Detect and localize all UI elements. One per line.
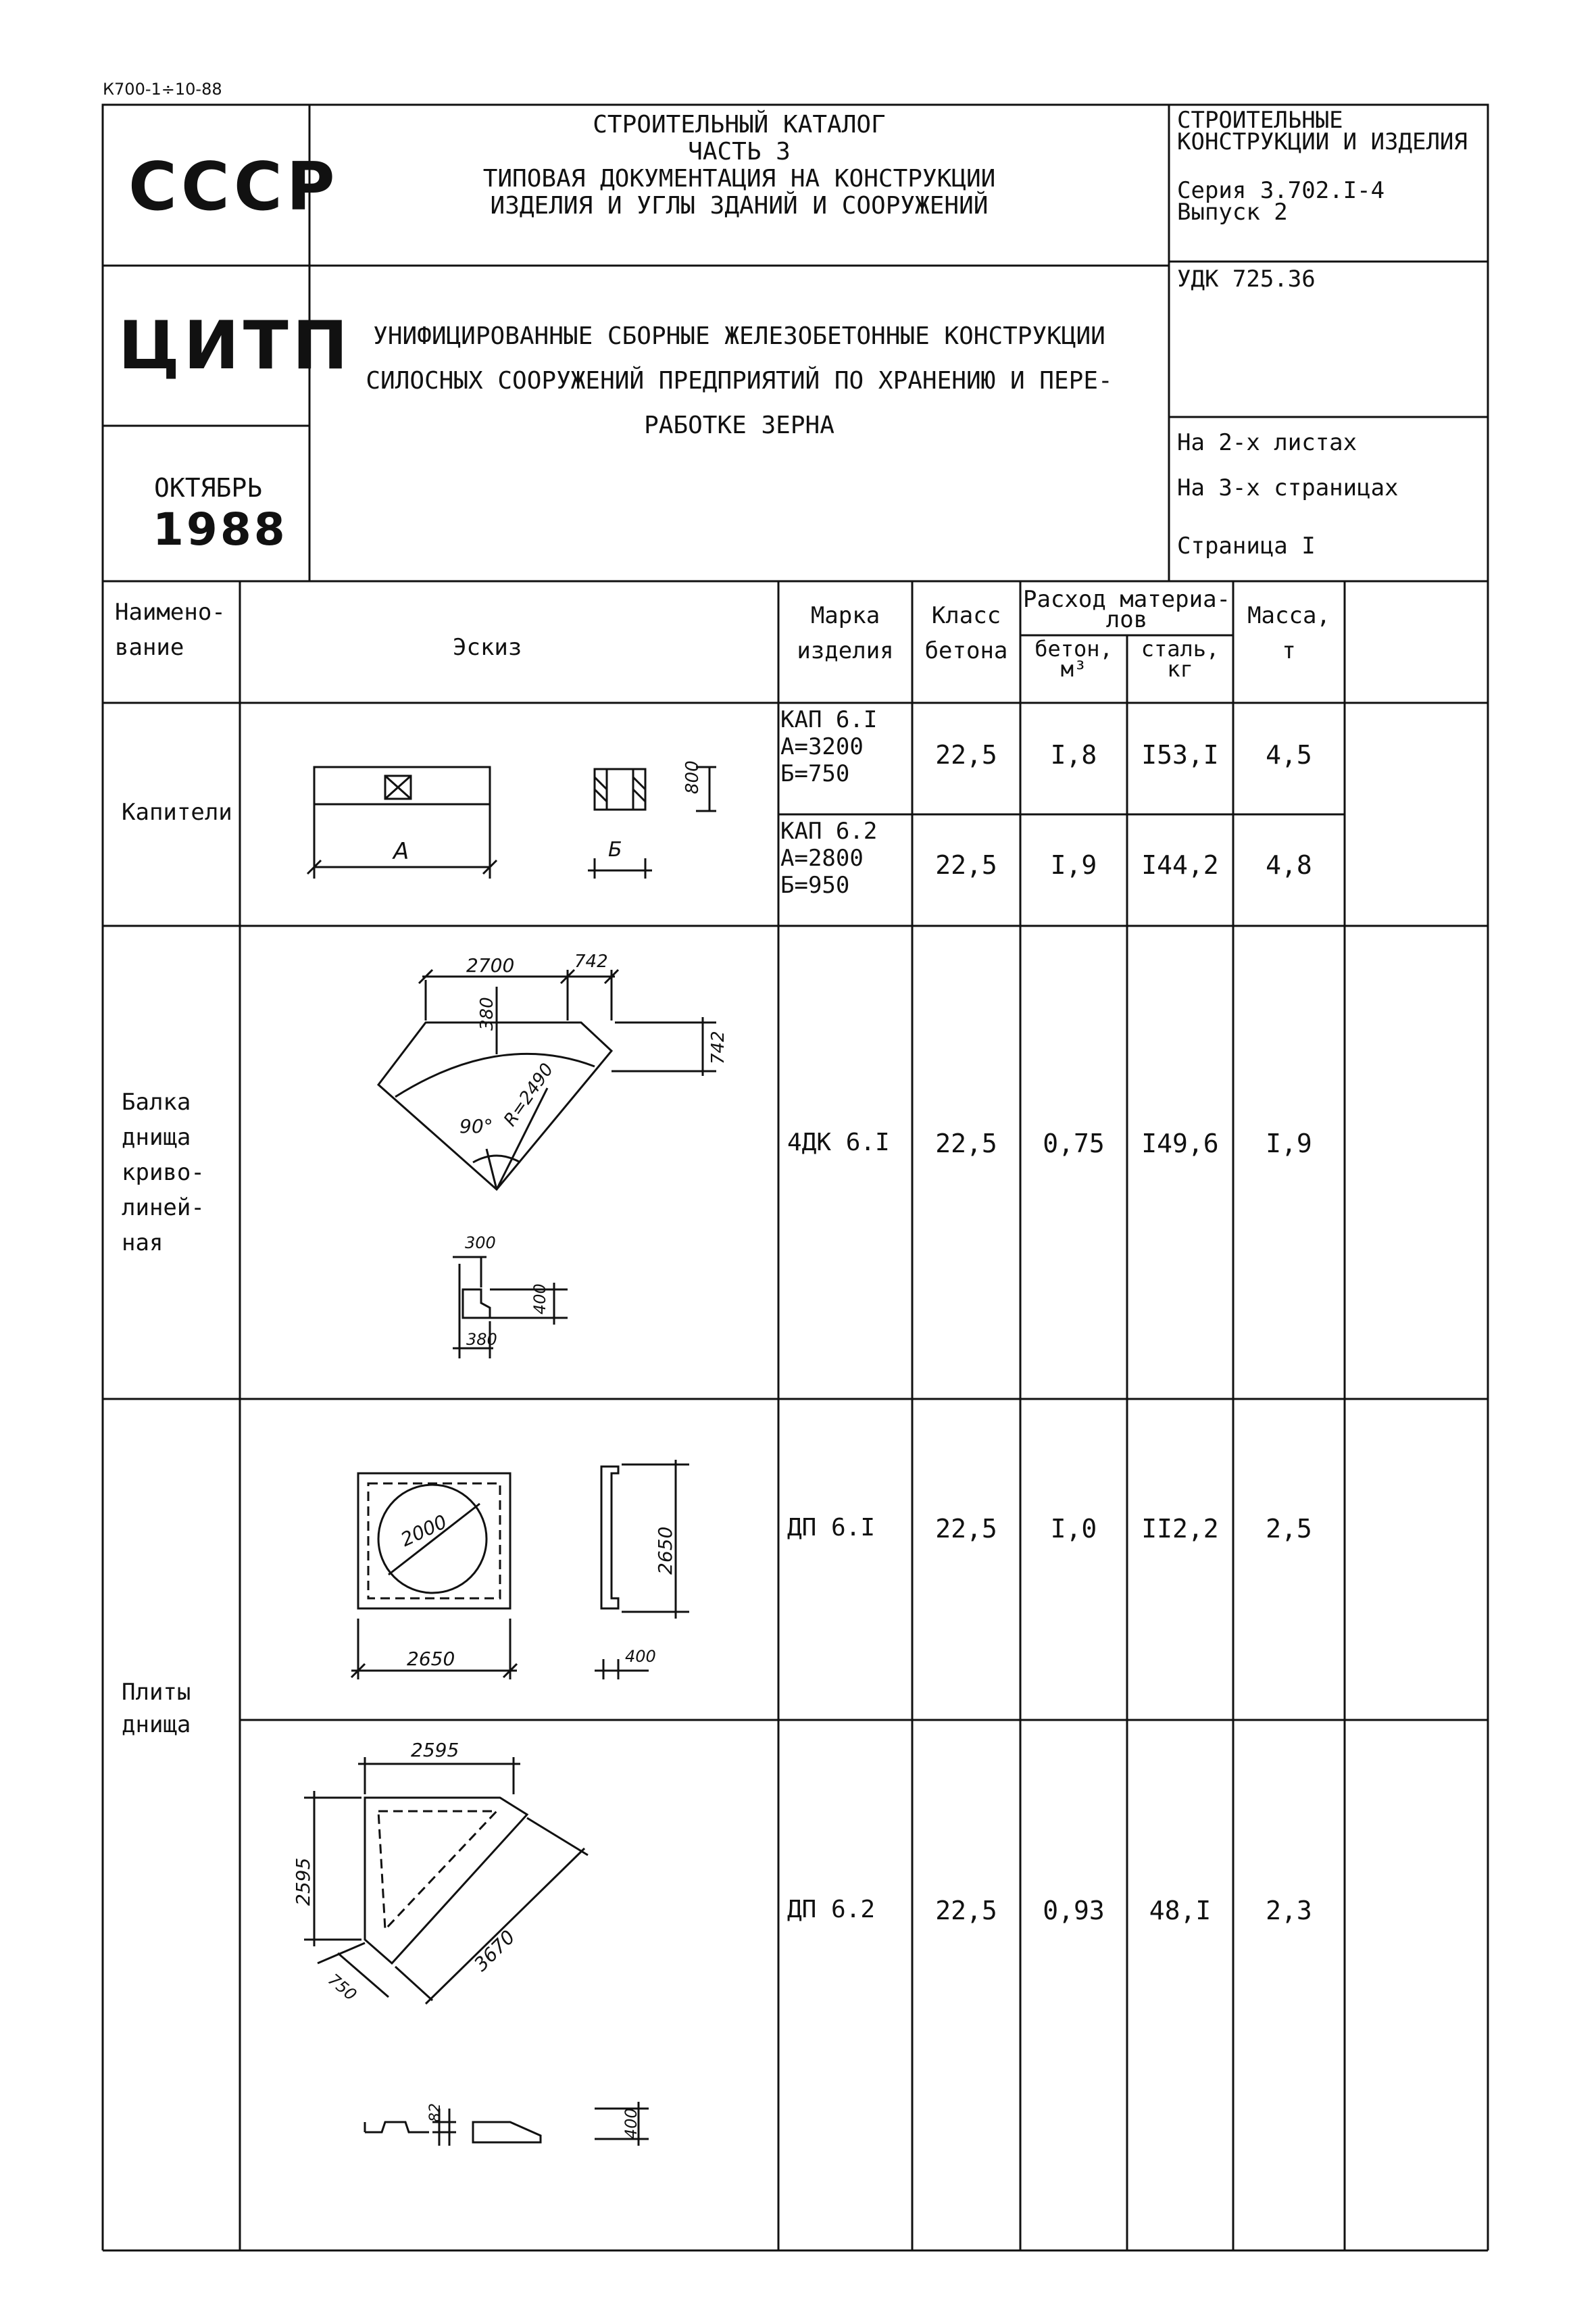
col-header-mark	[778, 598, 912, 668]
col-header-line: кг	[1167, 656, 1193, 682]
mark-line: А=2800	[780, 845, 864, 872]
group-line: линей-	[122, 1194, 205, 1221]
col-header-line: Масса,	[1247, 602, 1330, 629]
country-label: СССР	[128, 149, 339, 226]
dim-label: 82	[427, 2103, 444, 2122]
issue-label: Выпуск 2	[1177, 199, 1288, 226]
col-header-mass	[1233, 598, 1345, 668]
dim-label: 2000	[397, 1510, 451, 1551]
dim-label: R=2490	[500, 1060, 558, 1131]
dim-label: 750	[324, 1970, 361, 2004]
title-line: СИЛОСНЫХ СООРУЖЕНИЙ ПРЕДПРИЯТИЙ ПО ХРАНЕНИЮ И ПЕРЕ-	[366, 367, 1113, 395]
catalog-info	[309, 112, 1169, 220]
catalog-line: ИЗДЕЛИЯ И УГЛЫ ЗДАНИЙ И СООРУЖЕНИЙ	[490, 192, 989, 220]
col-header-line: бетон,	[1034, 636, 1113, 662]
dim-label: 742	[708, 1031, 728, 1064]
col-header-material	[1020, 586, 1233, 633]
group-line: Балка	[122, 1089, 191, 1116]
catalog-line: ЧАСТЬ 3	[688, 138, 791, 166]
capital-section-sketch	[595, 769, 645, 810]
dim-label: 400	[530, 1283, 549, 1314]
cell-concrete: I,0	[1050, 1514, 1097, 1544]
col-header-line: вание	[115, 634, 184, 661]
table-row-mark	[780, 818, 877, 899]
mark-line: Б=750	[780, 760, 850, 787]
dim-label: Б	[608, 838, 622, 862]
group-plates	[122, 1676, 191, 1741]
cell-class: 22,5	[935, 850, 997, 880]
dim-label: 400	[625, 1647, 656, 1666]
group-line: криво-	[122, 1159, 205, 1186]
col-header-sketch: Эскиз	[453, 634, 522, 661]
cell-concrete: I,9	[1050, 850, 1097, 880]
col-header-line: Расход материа-	[1022, 586, 1231, 613]
org-label: ЦИТП	[118, 307, 352, 385]
series-label: Серия 3.702.I-4	[1177, 177, 1385, 204]
group-beam	[122, 1085, 205, 1260]
table-row-mark	[780, 706, 877, 787]
mark-line: А=3200	[780, 733, 864, 760]
cell-class: 22,5	[935, 1514, 997, 1544]
cell-mass: I,9	[1266, 1129, 1312, 1158]
cell-mass: 4,5	[1266, 740, 1312, 770]
col-header-line: Марка	[810, 602, 880, 629]
document-title	[309, 314, 1169, 448]
group-line: днища	[122, 1124, 191, 1151]
title-line: УНИФИЦИРОВАННЫЕ СБОРНЫЕ ЖЕЛЕЗОБЕТОННЫЕ КОНСТРУКЦИИ	[373, 322, 1105, 350]
cell-mass: 4,8	[1266, 850, 1312, 880]
group-capitals: Капители	[122, 799, 232, 826]
section-line: КОНСТРУКЦИИ И ИЗДЕЛИЯ	[1177, 128, 1468, 155]
cell-mark: 4ДК 6.I	[787, 1129, 890, 1156]
dim-label: 380	[466, 1330, 497, 1349]
col-header-line: сталь,	[1141, 636, 1220, 662]
dim-label: 300	[465, 1233, 496, 1252]
year-label: 1988	[153, 503, 288, 556]
col-header-line: т	[1282, 637, 1296, 664]
cell-mass: 2,3	[1266, 1896, 1312, 1925]
cell-mass: 2,5	[1266, 1514, 1312, 1544]
cell-steel: II2,2	[1141, 1514, 1219, 1544]
title-line: РАБОТКЕ ЗЕРНА	[644, 412, 834, 439]
dim-label: 800	[682, 760, 703, 794]
col-header-line: Класс	[931, 602, 1001, 629]
dim-label: 2700	[466, 954, 515, 977]
dim-label: 380	[477, 997, 497, 1031]
group-line: Плиты	[122, 1679, 191, 1706]
mark-line: КАП 6.2	[780, 818, 878, 845]
pages-label: На 3-х страницах	[1177, 474, 1399, 501]
cell-steel: I49,6	[1141, 1129, 1219, 1158]
cell-mark: ДП 6.I	[787, 1514, 876, 1542]
catalog-line: ТИПОВАЯ ДОКУМЕНТАЦИЯ НА КОНСТРУКЦИИ	[482, 165, 996, 193]
col-header-concrete	[1020, 636, 1127, 682]
doc-code: К700-1÷10-88	[103, 80, 222, 99]
group-line: днища	[122, 1711, 191, 1738]
cell-steel: I53,I	[1141, 740, 1219, 770]
month-label: ОКТЯБРЬ	[154, 473, 263, 503]
col-header-name	[115, 595, 226, 665]
col-header-line: Наимено-	[115, 599, 226, 626]
dim-label: 742	[574, 952, 608, 972]
cell-class: 22,5	[935, 740, 997, 770]
dim-label: 3670	[470, 1925, 520, 1976]
udk-label: УДК 725.36	[1177, 266, 1316, 293]
cell-concrete: 0,75	[1043, 1129, 1105, 1158]
cell-concrete: I,8	[1050, 740, 1097, 770]
dim-label: 2595	[292, 1857, 314, 1906]
col-header-class	[912, 598, 1020, 668]
col-header-steel	[1127, 636, 1233, 682]
section-line: СТРОИТЕЛЬНЫЕ	[1177, 107, 1343, 134]
cell-steel: 48,I	[1149, 1896, 1212, 1925]
plate-dp62-sketch	[304, 1757, 649, 2146]
dim-label: 90°	[459, 1115, 493, 1137]
dim-label: А	[393, 838, 409, 865]
page-label: Страница I	[1177, 533, 1316, 560]
dim-label: 2650	[407, 1648, 455, 1670]
mark-line: КАП 6.I	[780, 706, 878, 733]
cell-concrete: 0,93	[1043, 1896, 1105, 1925]
cell-class: 22,5	[935, 1896, 997, 1925]
section-label	[1177, 109, 1468, 153]
dim-label: 2650	[654, 1526, 676, 1575]
group-line: ная	[122, 1229, 164, 1256]
dim-label: 400	[622, 2108, 641, 2139]
cell-steel: I44,2	[1141, 850, 1219, 880]
col-header-line: лов	[1105, 606, 1148, 633]
cell-mark: ДП 6.2	[787, 1896, 876, 1923]
catalog-line: СТРОИТЕЛЬНЫЙ КАТАЛОГ	[593, 111, 886, 139]
col-header-line: м³	[1060, 656, 1087, 682]
cell-class: 22,5	[935, 1129, 997, 1158]
col-header-line: изделия	[797, 637, 894, 664]
col-header-line: бетона	[924, 637, 1008, 664]
dim-label: 2595	[411, 1739, 459, 1761]
mark-line: Б=950	[780, 872, 850, 899]
sheets-label: На 2-х листах	[1177, 429, 1357, 456]
